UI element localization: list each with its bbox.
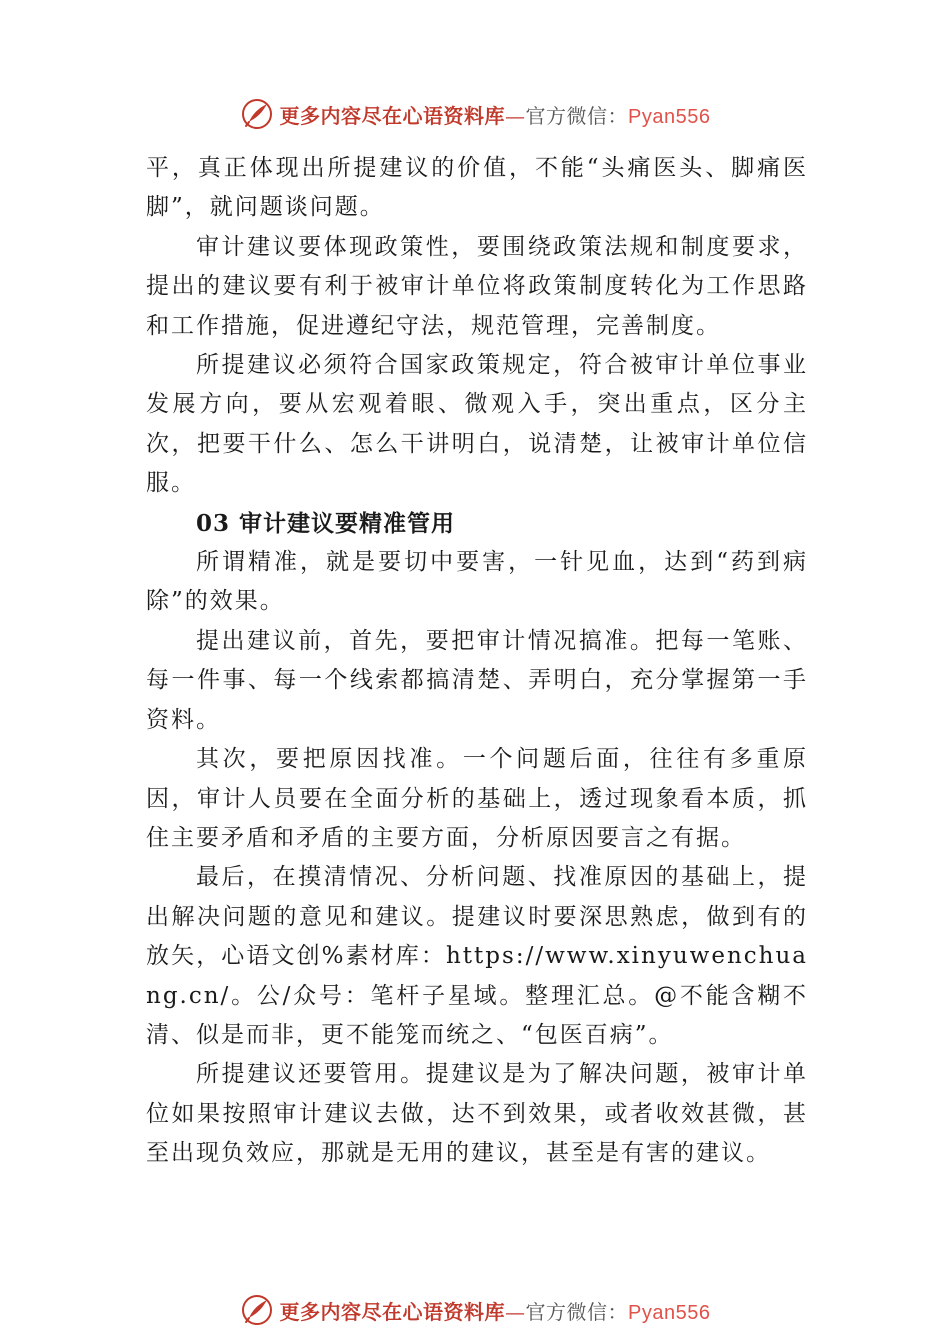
feather-pen-logo-icon (240, 1293, 274, 1327)
paragraph-continuation: 平，真正体现出所提建议的价值，不能“头痛医头、脚痛医脚”，就问题谈问题。 (146, 155, 808, 221)
header-banner (0, 94, 950, 134)
banner-text (280, 1296, 711, 1325)
banner-wechat-label: 官方微信： (525, 1299, 629, 1324)
document-body (146, 149, 808, 1174)
banner-dash: — (505, 1299, 526, 1324)
paragraph-first-step: 提出建议前，首先，要把审计情况搞准。把每一笔账、每一件事、每一个线索都搞清楚、弄明白，充分掌握第一手资料。 (146, 627, 808, 733)
banner-text (280, 100, 711, 129)
paragraph-precision: 所谓精准，就是要切中要害，一针见血，达到“药到病除”的效果。 (146, 549, 808, 615)
banner-dash: — (505, 103, 526, 128)
banner-wechat-id: Pyan556 (628, 1301, 711, 1324)
footer-banner (0, 1290, 950, 1330)
section-heading: 03 审计建议要精准管用 (196, 509, 456, 537)
paragraph-compliance: 所提建议必须符合国家政策规定，符合被审计单位事业发展方向，要从宏观着眼、微观入手，突出重点，区分主次，把要干什么、怎么干讲明白，说清楚，让被审计单位信服。 (146, 352, 808, 497)
paragraph-final-step: 最后，在摸清情况、分析问题、找准原因的基础上，提出解决问题的意见和建议。提建议时要深思熟虑，做到有的放矢，心语文创%素材库：https://www.xinyuwenchuang.cn/。公/众号：笔杆子星域。整理汇总。@不能含糊不清、似是而非，更不能笼而统之、“包医百病”。 (146, 864, 808, 1048)
banner-library-text: 更多内容尽在心语资料库 (279, 1299, 506, 1324)
banner-library-text: 更多内容尽在心语资料库 (279, 103, 506, 128)
paragraph-usefulness: 所提建议还要管用。提建议是为了解决问题，被审计单位如果按照审计建议去做，达不到效果，或者收效甚微，甚至出现负效应，那就是无用的建议，甚至是有害的建议。 (146, 1061, 808, 1167)
banner-wechat-label: 官方微信： (525, 103, 629, 128)
paragraph-policy: 审计建议要体现政策性，要围绕政策法规和制度要求，提出的建议要有利于被审计单位将政策制度转化为工作思路和工作措施，促进遵纪守法，规范管理，完善制度。 (146, 233, 808, 339)
banner-wechat-id: Pyan556 (628, 105, 711, 128)
paragraph-second-step: 其次，要把原因找准。一个问题后面，往往有多重原因，审计人员要在全面分析的基础上，透过现象看本质，抓住主要矛盾和矛盾的主要方面，分析原因要言之有据。 (146, 746, 808, 851)
feather-pen-logo-icon (240, 97, 274, 131)
